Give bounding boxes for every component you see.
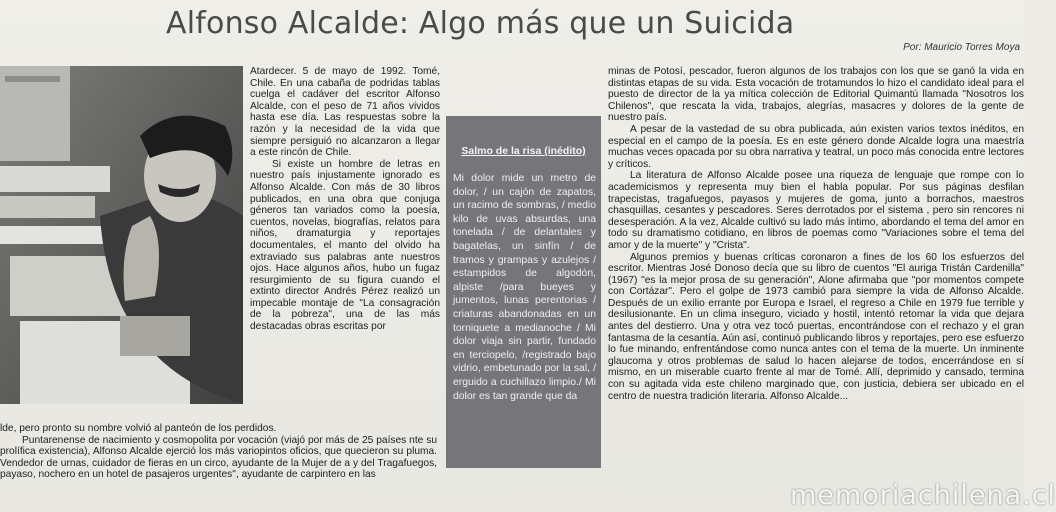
site-watermark: memoriachilena.cl <box>790 480 1056 511</box>
paragraph: Puntarenense de nacimiento y cosmopolita por vocación (viajó por más de 25 países nte su prolífica existencia), Alfonso Alcalde ejerció los más variopintos oficios, que quecieron su pluma. Vendedor de urnas, cuidador de fieras en un circo, ayudante de la Mujer de a y del Tragafuegos, payaso, nochero en un hotel de pasajeros urgentes", ayudante de carpintero en las <box>0 434 437 481</box>
article-lower-column <box>0 423 437 511</box>
article-title: Alfonso Alcalde: Algo más que un Suicida <box>166 6 795 41</box>
poem-sidebar <box>446 116 601 468</box>
article-column-right <box>608 66 1024 512</box>
paragraph: lde, pero pronto su nombre volvió al panteón de los perdidos. <box>0 423 277 434</box>
author-photo <box>0 66 243 404</box>
article-byline: Por: Mauricio Torres Moya <box>903 42 1020 53</box>
paragraph: Si existe un hombre de letras en nuestro país injustamente ignorado es Alfonso Alcalde. Con más de 30 libros publicados, en una obra que conjuga géneros tan variados como la poesía, cuentos, novelas, biografías, relatos para niños, dramaturgia y reportajes documentales, el manto del olvido ha extraviado sus palabras ante nuestros ojos. Hace algunos años, hubo un fugaz resurgimiento de su figura cuando el extinto director Andrés Pérez realizó un impecable montaje de "La consagración de la pobreza", una de las más destacadas obras escritas por <box>250 158 440 333</box>
author-photo-illustration <box>0 66 243 404</box>
paragraph: Algunos premios y buenas críticas coronaron a fines de los 60 los esfuerzos del escritor. Mientras José Donoso decía que su libro de cuentos "El auriga Tristán Cardenilla" (1967) "es la mejor prosa de su generación", Alone afirmaba que "por momentos compete con Cortázar". Pero el golpe de 1973 cambió para siempre la vida de Alfonso Alcalde. Después de un exilio errante por Europa e Israel, el regreso a Chile en 1979 fue terrible y desilusionante. En un clima inseguro, viciado y hostil, intentó retomar la vida que dejara antes del destierro. Una y otra vez tocó puertas, encontrándose con el rechazo y el gran fantasma de la cesantía. Aún así, continuó publicando libros y reportajes, pero ese esfuerzo lo fue minando, enfrentándose como nunca antes con el tema de la muerte. Un inminente glaucoma y otros problemas de salud lo hacen alejarse de todos, encerrándose en sí mismo, en un miserable cuarto frente al mar de Tomé. Allí, deprimido y cansado, termina con su agitada vida este chileno marginado que, con justicia, debiera ser ubicado en el centro de nuestra tradición literaria. Alfonso Alcalde... <box>608 251 1024 402</box>
article-column-1 <box>250 66 440 409</box>
paragraph: La literatura de Alfonso Alcalde posee una riqueza de lenguaje que rompe con lo academicismos y representa muy bien el habla popular. Por sus páginas desfilan trapecistas, tragafuegos, payasos y mujeres de goma, junto a borrachos, maestros chasquillas, cesantes y pescadores. Seres derrotados por el sistema , pero sin rencores ni desesperación. A la vez, Alcalde cultivó su lado más íntimo, abordando el tema del amor en todo su dramatismo cotidiano, en libros de poemas como "Variaciones sobre el tema del amor y de la muerte" y "Crista". <box>608 170 1024 251</box>
paragraph: A pesar de la vastedad de su obra publicada, aún existen varios textos inéditos, en especial en el campo de la poesía. Es en este género donde Alcalde logra una maestría muchas veces opacada por su obra narrativa y teatral, un poco más conocida entre lectores y críticos. <box>608 123 1024 170</box>
poem-title: Salmo de la risa (inédito) <box>461 145 586 157</box>
poem-text: Mi dolor mide un metro de dolor, / un cajón de zapatos, un racimo de sombras, / medio kilo de uvas absurdas, una tonelada / de delantales y bagatelas, un sinfín / de tramos y grampas y azulejos / estampidos de algodón, alpiste /para bueyes y jumentos, lunas perentorias / criaturas abandonadas en un torniquete a medianoche / Mi dolor viaja sin partir, fundado en terciopelo, /registrado bajo vidrio, embetunado por la sal, / erguido a cuchillazo limpio./ Mi dolor es tan grande que da <box>453 173 596 402</box>
paragraph: minas de Potosí, pescador, fueron algunos de los trabajos con los que se ganó la vida en distintas etapas de su vida. Esta vocación de trotamundos lo hizo el candidato ideal para el puesto de director de la ya mítica colección de Editorial Quimantú llamada "Nosotros los Chilenos", que rescata la vida, trabajos, alegrías, masacres y dolores de la gente de nuestro país. <box>608 66 1024 124</box>
paragraph: Atardecer. 5 de mayo de 1992. Tomé, Chile. En una cabaña de podridas tablas cuelga el cadáver del escritor Alfonso Alcalde, con el peso de 71 años vividos hasta ese día. Las respuestas sobre la razón y la necesidad de la vida que siempre persiguió no alcanzaron a llegar a este rincón de Chile. <box>250 66 440 159</box>
